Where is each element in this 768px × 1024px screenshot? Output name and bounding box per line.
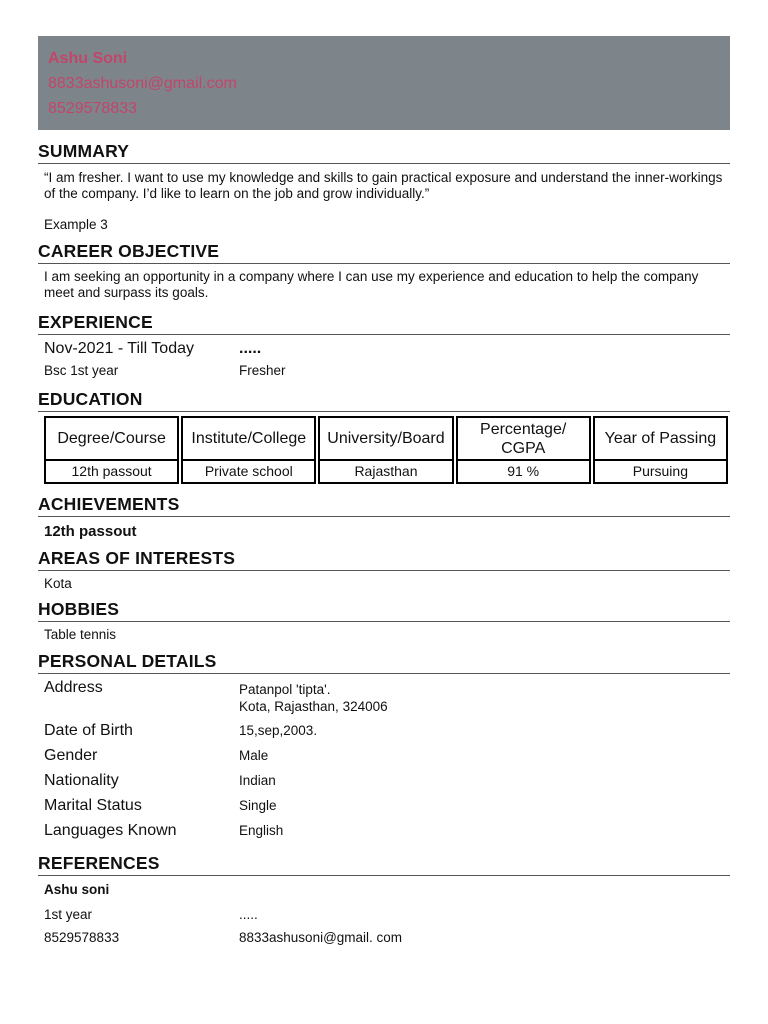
experience-section — [38, 311, 730, 383]
education-header-row — [44, 416, 728, 461]
nationality-row — [38, 768, 730, 793]
resume-page — [38, 36, 730, 949]
marital-row — [38, 793, 730, 818]
experience-period: Nov-2021 - Till Today — [44, 340, 194, 357]
personal-section — [38, 650, 730, 843]
marital-value: Single — [239, 798, 277, 813]
achievement-item: 12th passout — [44, 523, 137, 540]
reference-contact-row — [38, 926, 730, 949]
achievements-title: ACHIEVEMENTS — [38, 493, 730, 517]
dob-value: 15,sep,2003. — [239, 723, 318, 738]
reference-name: Ashu soni — [44, 882, 110, 897]
summary-section — [38, 140, 730, 233]
address-label: Address — [44, 679, 103, 696]
objective-title: CAREER OBJECTIVE — [38, 240, 730, 264]
languages-value: English — [239, 823, 284, 838]
candidate-name: Ashu Soni — [48, 50, 128, 67]
gender-value: Male — [239, 748, 269, 763]
reference-position-row — [38, 903, 730, 926]
summary-note: Example 3 — [44, 217, 108, 232]
gender-row — [38, 743, 730, 768]
dob-label: Date of Birth — [44, 721, 133, 739]
education-header-cell: Year of Passing — [593, 416, 728, 461]
achievements-section — [38, 493, 730, 541]
hobbies-section — [38, 598, 730, 643]
address-line-1: Patanpol 'tipta'. — [239, 682, 331, 697]
hobbies-title: HOBBIES — [38, 598, 730, 622]
experience-company: ..... — [239, 340, 262, 357]
education-cell: 12th passout — [44, 461, 179, 484]
nationality-value: Indian — [239, 773, 276, 788]
education-header-cell: Degree/Course — [44, 416, 179, 461]
languages-label: Languages Known — [44, 821, 177, 839]
address-value — [239, 679, 388, 718]
experience-row — [38, 340, 730, 363]
candidate-phone: 8529578833 — [48, 100, 137, 117]
reference-position: 1st year — [44, 907, 93, 922]
education-header-cell: Percentage/ CGPA — [456, 416, 591, 461]
education-cell: Rajasthan — [318, 461, 453, 484]
interests-section — [38, 547, 730, 592]
education-header-cell: University/Board — [318, 416, 453, 461]
experience-detail-row — [38, 363, 730, 383]
interests-title: AREAS OF INTERESTS — [38, 547, 730, 571]
reference-company: ..... — [239, 907, 258, 922]
hobby-item: Table tennis — [44, 627, 117, 642]
experience-role: Bsc 1st year — [44, 363, 119, 378]
resume-header — [38, 36, 730, 130]
education-cell: Pursuing — [593, 461, 728, 484]
objective-text: I am seeking an opportunity in a company where I can use my experience and education to help the company meet and surpass its goals. — [44, 269, 699, 300]
languages-row — [38, 818, 730, 843]
candidate-email: 8833ashusoni@gmail.com — [48, 75, 237, 92]
reference-phone: 8529578833 — [44, 930, 120, 945]
education-table — [42, 416, 730, 484]
dob-row — [38, 718, 730, 743]
education-row — [44, 461, 728, 484]
marital-label: Marital Status — [44, 796, 142, 814]
interest-item: Kota — [44, 576, 72, 591]
experience-title: EXPERIENCE — [38, 311, 730, 335]
address-line-2: Kota, Rajasthan, 324006 — [239, 699, 388, 714]
education-section — [38, 388, 730, 484]
personal-title: PERSONAL DETAILS — [38, 650, 730, 674]
experience-detail: Fresher — [239, 363, 286, 378]
objective-section — [38, 240, 730, 301]
summary-text: “I am fresher. I want to use my knowledge and skills to gain practical exposure and understand the inner-workings of the company. I’d like to learn on the job and grow individually.” — [44, 170, 723, 201]
summary-title: SUMMARY — [38, 140, 730, 164]
references-section — [38, 852, 730, 949]
nationality-label: Nationality — [44, 771, 119, 789]
education-header-cell: Institute/College — [181, 416, 316, 461]
reference-email: 8833ashusoni@gmail. com — [239, 930, 403, 945]
education-cell: 91 % — [456, 461, 591, 484]
education-title: EDUCATION — [38, 388, 730, 412]
gender-label: Gender — [44, 746, 98, 764]
education-cell: Private school — [181, 461, 316, 484]
address-row — [38, 679, 730, 718]
references-title: REFERENCES — [38, 852, 730, 876]
